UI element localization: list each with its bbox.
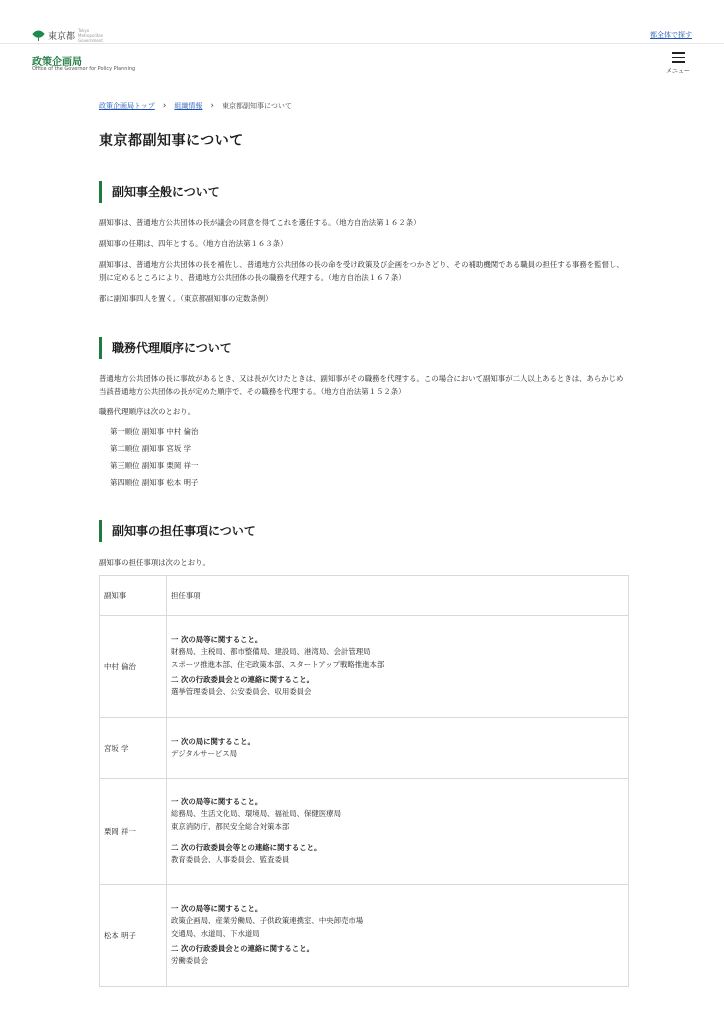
menu-button[interactable] [664, 50, 692, 74]
chevron-right-icon: › [162, 101, 167, 111]
duties-cell [167, 779, 629, 885]
site-subtitle: Office of the Governor for Policy Planning [32, 66, 136, 72]
duty-line: 財務局、主税局、都市整備局、建設局、港湾局、会計管理局 [171, 647, 371, 657]
order-item: 第三順位 副知事 栗岡 祥一 [110, 461, 199, 470]
vice-governor-name: 松本 明子 [100, 885, 167, 987]
duties-cell [167, 616, 629, 718]
menu-label: メニュー [665, 67, 690, 75]
duties-cell [167, 885, 629, 987]
column-header: 担任事項 [167, 576, 629, 616]
table-row [100, 779, 629, 885]
column-header: 副知事 [100, 576, 167, 616]
tokyo-name: 東京都 [48, 32, 76, 42]
breadcrumb-link-org[interactable]: 組織情報 [174, 102, 203, 110]
hamburger-icon [672, 52, 685, 63]
table-row [100, 616, 629, 718]
site-title[interactable]: 政策企画局 [32, 57, 82, 68]
order-item: 第二順位 副知事 宮坂 学 [110, 444, 191, 453]
duty-line: 選挙管理委員会、公安委員会、収用委員会 [171, 687, 312, 697]
page-title: 東京都副知事について [99, 133, 244, 149]
order-item: 第一順位 副知事 中村 倫治 [110, 427, 199, 436]
section-heading-duties: 副知事の担任事項について [99, 520, 629, 542]
search-all-link[interactable]: 都全体で探す [650, 31, 692, 39]
duty-line: 総務局、生活文化局、環境局、福祉局、保健医療局 [171, 809, 341, 819]
duties-table [99, 575, 629, 987]
vice-governor-name: 宮坂 学 [100, 718, 167, 779]
general-paragraph: 副知事は、普通地方公共団体の長を補佐し、普通地方公共団体の長の命を受け政策及び企画をつかさどり、その補助機関である職員の担任する事務を監督し、別に定めるところにより、普通地方公共団体の長の職務を代理する。（地方自治法１６７条） [99, 260, 624, 282]
order-paragraph: 普通地方公共団体の長に事故があるとき、又は長が欠けたときは、副知事がその職務を代理する。この場合において副知事が二人以上あるときは、あらかじめ当該普通地方公共団体の長が定めた順序で、その職務を代理する。（地方自治法第１５２条） [99, 374, 624, 396]
breadcrumb-current: 東京都副知事について [222, 102, 292, 110]
breadcrumb [99, 101, 292, 111]
table-row [100, 885, 629, 987]
site-header [0, 44, 724, 78]
duty-group-heading: 一 次の局等に関すること。 [171, 904, 263, 914]
section-heading-order: 職務代理順序について [99, 337, 629, 359]
general-paragraph: 副知事は、普通地方公共団体の長が議会の同意を得てこれを選任する。（地方自治法第１６２条） [99, 218, 421, 227]
duty-group-heading: 一 次の局等に関すること。 [171, 797, 263, 807]
duty-line: 教育委員会、人事委員会、監査委員 [171, 855, 290, 865]
ginkgo-leaf-icon [32, 30, 45, 42]
duty-line: 労働委員会 [171, 956, 208, 966]
duties-intro: 副知事の担任事項は次のとおり。 [99, 558, 210, 567]
duty-line: 政策企画局、産業労働局、子供政策連携室、中央卸売市場 [171, 916, 364, 926]
tokyo-logo[interactable] [32, 28, 104, 43]
order-paragraph: 職務代理順序は次のとおり。 [99, 407, 196, 416]
table-header-row [100, 576, 629, 616]
duty-group-heading: 二 次の行政委員会との連絡に関すること。 [171, 675, 314, 685]
general-paragraph: 都に副知事四人を置く。（東京都副知事の定数条例） [99, 294, 273, 303]
duty-group-heading: 一 次の局に関すること。 [171, 736, 255, 746]
section-heading-general: 副知事全般について [99, 181, 629, 203]
duty-group-heading: 二 次の行政委員会等との連絡に関すること。 [171, 843, 322, 853]
duty-group-heading: 二 次の行政委員会との連絡に関すること。 [171, 944, 314, 954]
duty-line: スポーツ推進本部、住宅政策本部、スタートアップ戦略推進本部 [171, 659, 385, 669]
tokyo-sub: Tokyo Metropolitan Government [78, 28, 104, 43]
breadcrumb-link-top[interactable]: 政策企画局トップ [99, 102, 155, 110]
chevron-right-icon: › [210, 101, 215, 111]
table-row [100, 718, 629, 779]
duties-cell [167, 718, 629, 779]
general-paragraph: 副知事の任期は、四年とする。（地方自治法第１６３条） [99, 239, 288, 248]
top-bar [0, 0, 724, 44]
duty-group-heading: 一 次の局等に関すること。 [171, 635, 263, 645]
vice-governor-name: 中村 倫治 [100, 616, 167, 718]
duty-line: 交通局、水道局、下水道局 [171, 928, 260, 938]
duty-line: デジタルサービス局 [171, 748, 238, 758]
duty-line: 東京消防庁、都民安全総合対策本部 [171, 821, 290, 831]
order-item: 第四順位 副知事 松本 明子 [110, 478, 199, 487]
vice-governor-name: 栗岡 祥一 [100, 779, 167, 885]
